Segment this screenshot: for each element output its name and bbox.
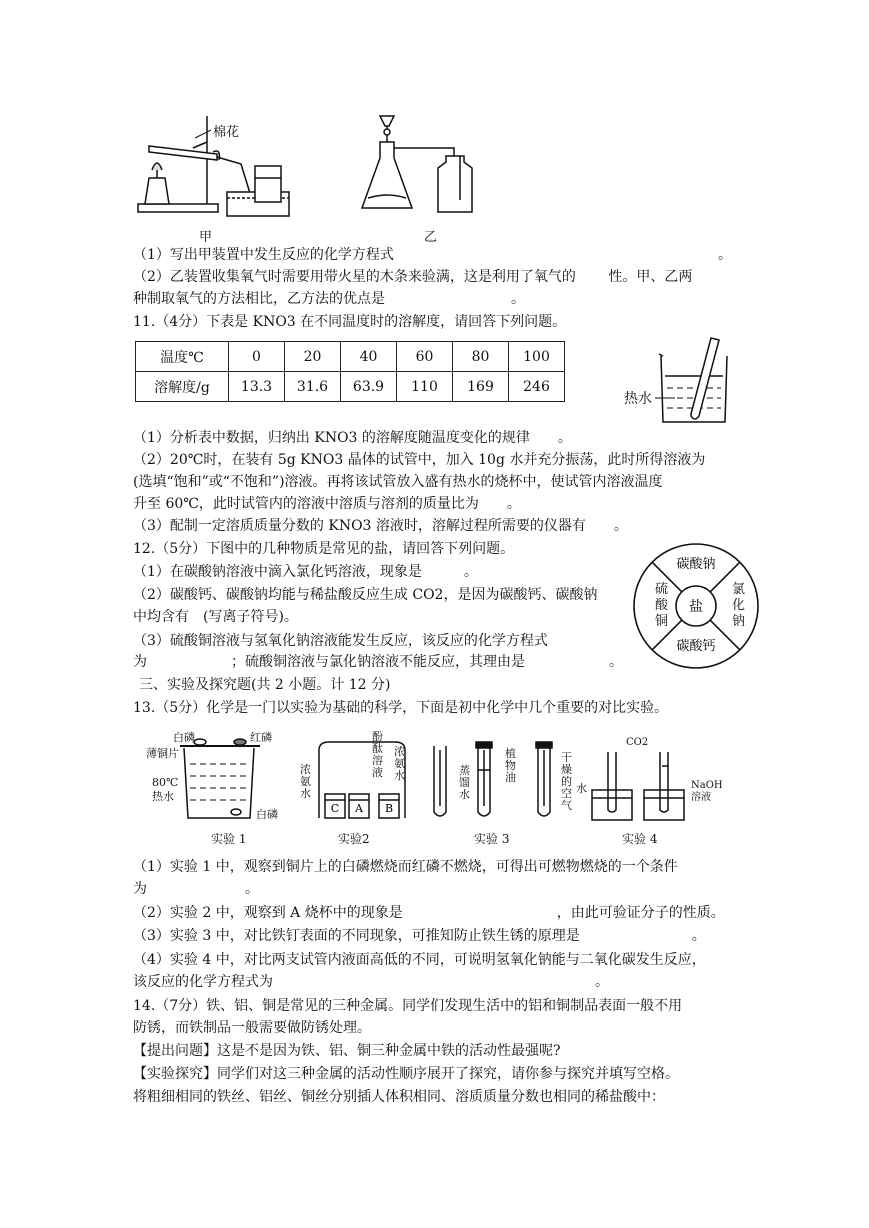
q10-line1-end: 。 [718, 247, 732, 263]
table-row-solubility [136, 372, 565, 402]
q12-line4: （3）硫酸铜溶液与氢氧化钠溶液能发生反应，该反应的化学方程式 [133, 633, 548, 649]
table-cell: 63.9 [341, 372, 397, 402]
q10-line2: （2）乙装置收集氧气时需要用带火星的木条来验满，这是利用了氧气的 性。甲、乙两 [133, 269, 693, 285]
table-header-solubility: 溶解度/g [136, 372, 229, 402]
section3-title: 三、实验及探究题(共 2 小题。计 12 分) [139, 677, 391, 693]
hot-water-label: 热水 [624, 391, 652, 407]
experiment-3-figure [428, 740, 558, 826]
circle-left-label: 硫酸铜 [655, 582, 669, 629]
q11-line1: （1）分析表中数据，归纳出 KNO3 的溶解度随温度变化的规律 。 [133, 430, 572, 446]
table-cell: 40 [341, 342, 397, 372]
q13-title: 13.（5分）化学是一门以实验为基础的科学，下面是初中化学中几个重要的对比实验。 [133, 700, 669, 716]
exp3-caption: 实验 3 [474, 832, 510, 846]
table-cell: 0 [229, 342, 285, 372]
apparatus-yi [362, 112, 492, 220]
table-cell: 20 [285, 342, 341, 372]
q13-line5: （4）实验 4 中，对比两支试管内液面高低的不同，可说明氢氧化钠能与二氧化碳发生反应， [133, 952, 706, 968]
exp1-red-p-label: 红磷 [250, 731, 272, 744]
circle-bottom-label: 碳酸钙 [676, 639, 716, 654]
exp4-naoh-label: NaOH溶液 [691, 780, 723, 803]
exp2-ammonia-label: 浓氨水 [300, 763, 311, 800]
q11-line5: （3）配制一定溶质质量分数的 KNO3 溶液时，溶解过程所需要的仪器有 。 [133, 518, 628, 534]
q14-line4: 【实验探究】同学们对这三种金属的活动性顺序展开了探究，请你参与探究并填写空格。 [133, 1066, 679, 1082]
exp2-caption: 实验2 [338, 832, 370, 846]
exp1-white-p2-label: 白磷 [256, 808, 278, 821]
q11-line4: 升至 60℃，此时试管内的溶液中溶质与溶剂的质量比为 。 [133, 496, 521, 512]
experiment-4-figure [590, 742, 700, 826]
table-cell: 60 [397, 342, 453, 372]
q10-line3: 种制取氧气的方法相比，乙方法的优点是 。 [133, 291, 525, 307]
exp4-water-label: 水 [576, 782, 587, 795]
label-yi: 乙 [424, 230, 438, 245]
beaker-a-label: A [355, 802, 363, 815]
exp1-caption: 实验 1 [211, 832, 247, 846]
table-cell: 246 [509, 372, 565, 402]
cotton-label: 棉花 [213, 125, 240, 140]
exp2-phenol-label: 酚酞溶液 [372, 730, 383, 779]
q13-line2: 为 。 [133, 881, 259, 897]
exp3-water-label: 蒸馏水 [459, 764, 470, 801]
q12-line2: （2）碳酸钙、碳酸钠均能与稀盐酸反应生成 CO2，是因为碳酸钙、碳酸钠 [133, 587, 598, 603]
q11-title: 11.（4分）下表是 KNO3 在不同温度时的溶解度，请回答下列问题。 [133, 314, 567, 330]
q14-line1: 14.（7分）铁、铝、铜是常见的三种金属。同学们发现生活中的铝和铜制品表面一般不用 [133, 998, 683, 1014]
q11-line2: （2）20℃时，在装有 5g KNO3 晶体的试管中，加入 10g 水并充分振荡，此时所得溶液为 [133, 452, 706, 468]
exp4-co2-label: CO2 [626, 737, 649, 748]
q14-line5: 将粗细相同的铁丝、铝丝、铜丝分别插人体积相同、溶质质量分数也相同的稀盐酸中： [133, 1089, 665, 1105]
exp1-hot-water-label: 80℃热水 [152, 776, 179, 803]
exp1-copper-label: 薄铜片 [146, 747, 179, 760]
q12-line1: （1）在碳酸钠溶液中滴入氯化钙溶液，现象是 。 [133, 564, 478, 580]
circle-center-label: 盐 [689, 599, 703, 615]
exp3-air-label: 干燥的空气 [561, 751, 572, 812]
table-cell: 80 [453, 342, 509, 372]
circle-top-label: 碳酸钠 [676, 557, 716, 572]
table-cell: 110 [397, 372, 453, 402]
table-cell: 100 [509, 342, 565, 372]
q10-line1: （1）写出甲装置中发生反应的化学方程式 [133, 247, 394, 263]
solubility-table [135, 341, 565, 402]
circle-right-label: 氯化钠 [732, 582, 746, 629]
table-cell: 31.6 [285, 372, 341, 402]
q11-line3: (选填“饱和”或“不饱和”)溶液。再将该试管放入盛有热水的烧杯中，使试管内溶液温度 [133, 474, 663, 490]
q13-line3: （2）实验 2 中，观察到 A 烧杯中的现象是 ，由此可验证分子的性质。 [133, 905, 725, 921]
table-header-temperature: 温度℃ [136, 342, 229, 372]
q12-line3: 中均含有 (写离子符号)。 [133, 609, 298, 625]
q12-title: 12.（5分）下图中的几种物质是常见的盐，请回答下列问题。 [133, 541, 515, 557]
table-row-temperature [136, 342, 565, 372]
q13-line4: （3）实验 3 中，对比铁钉表面的不同现象，可推知防止铁生锈的原理是 。 [133, 928, 706, 944]
table-cell: 169 [453, 372, 509, 402]
exp3-oil-label: 植物油 [505, 747, 516, 784]
q12-line5: 为 ；硫酸铜溶液与氯化钠溶液不能反应，其理由是 。 [133, 654, 623, 670]
label-jia: 甲 [199, 230, 213, 245]
q13-line1: （1）实验 1 中，观察到铜片上的白磷燃烧而红磷不燃烧，可得出可燃物燃烧的一个条件 [133, 859, 678, 875]
beaker-c-label: C [330, 802, 340, 815]
q13-line6: 该反应的化学方程式为 。 [133, 974, 609, 990]
table-cell: 13.3 [229, 372, 285, 402]
exp2-ammonia2-label: 浓氨水 [394, 745, 405, 782]
beaker-b-label: B [384, 802, 394, 815]
q14-line3: 【提出问题】这是不是因为铁、铝、铜三种金属中铁的活动性最强呢? [133, 1043, 561, 1059]
exp4-caption: 实验 4 [622, 832, 658, 846]
q14-line2: 防锈，而铁制品一般需要做防锈处理。 [133, 1020, 371, 1036]
hot-water-beaker [655, 336, 735, 428]
hot-water-pointer [655, 396, 675, 400]
exp1-white-p-label: 白磷 [173, 731, 195, 744]
